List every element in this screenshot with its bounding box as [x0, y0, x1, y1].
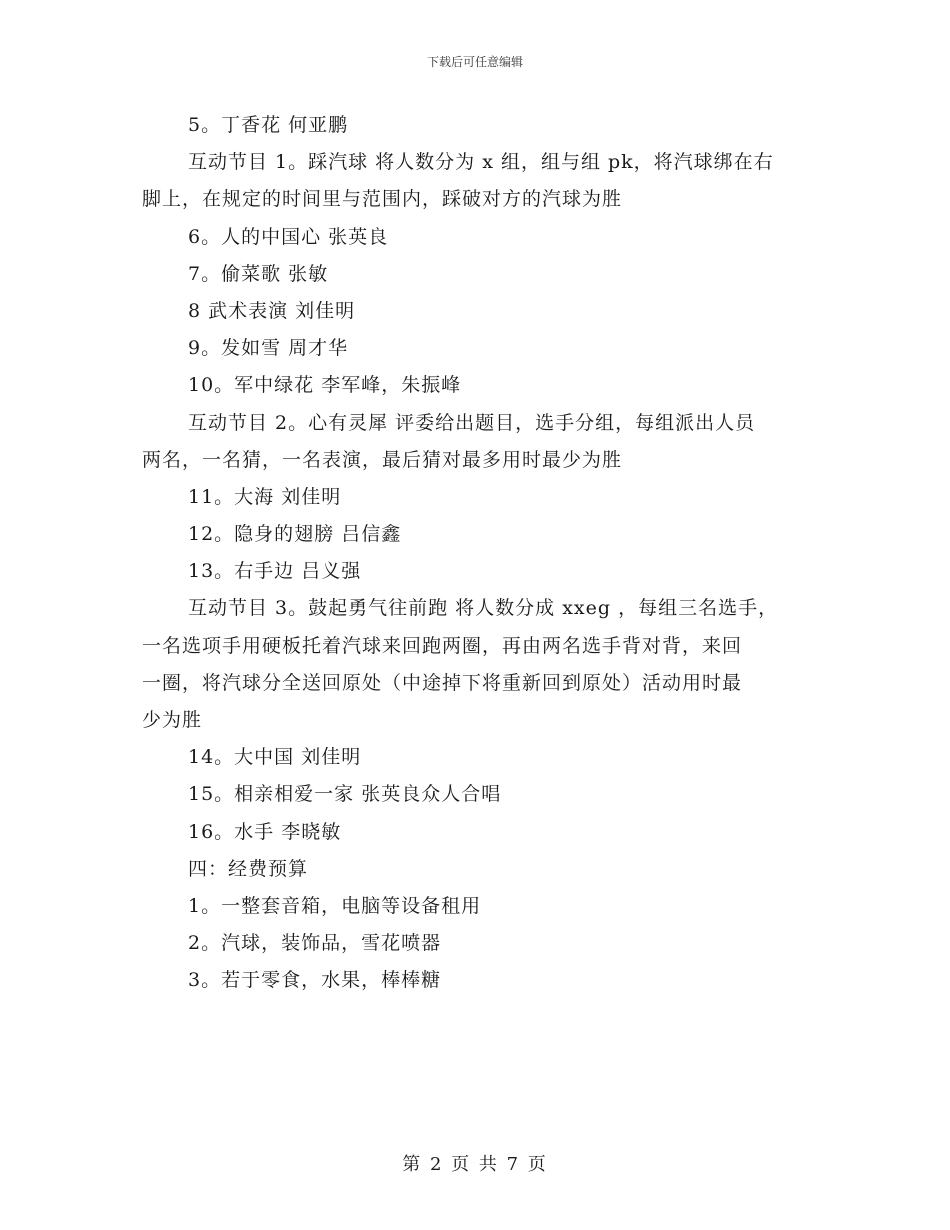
- text-line: 8 武术表演 刘佳明: [188, 299, 356, 322]
- document-body: [142, 107, 822, 1000]
- text-line: 10。军中绿花 李军峰，朱振峰: [188, 374, 462, 397]
- text-line: 14。大中国 刘佳明: [188, 746, 362, 769]
- text-line: 5。丁香花 何亚鹏: [188, 114, 349, 136]
- text-line: 1。一整套音箱，电脑等设备租用: [188, 894, 482, 917]
- page-number: 第 2 页 共 7 页: [402, 1154, 548, 1175]
- page-header: 下载后可任意编辑: [426, 55, 523, 69]
- text-line: 一名选项手用硬板托着汽球来回跑两圈，再由两名选手背对背，来回: [142, 634, 743, 657]
- text-line: 15。相亲相爱一家 张英良众人合唱: [188, 783, 502, 806]
- text-line: 7。偷菜歌 张敏: [188, 262, 329, 285]
- text-line: 16。水手 李晓敏: [188, 820, 342, 843]
- text-line: 2。汽球，装饰品，雪花喷器: [188, 932, 442, 955]
- text-line: 互动节目 1。踩汽球 将人数分为 x 组，组与组 pk，将汽球绑在右: [188, 151, 774, 174]
- text-line: 9。发如雪 周才华: [188, 337, 349, 360]
- text-line: 3。若于零食，水果，棒棒糖: [188, 969, 442, 992]
- text-line: 少为胜: [142, 709, 203, 731]
- text-line: 6。人的中国心 张英良: [188, 225, 389, 248]
- text-line: 两名，一名猜，一名表演，最后猜对最多用时最少为胜: [142, 448, 623, 471]
- section-heading: 四：经费预算: [188, 857, 309, 880]
- text-line: 11。大海 刘佳明: [188, 485, 342, 508]
- text-line: 一圈，将汽球分全送回原处（中途掉下将重新回到原处）活动用时最: [142, 671, 743, 694]
- text-line: 脚上，在规定的时间里与范围内，踩破对方的汽球为胜: [142, 188, 623, 211]
- text-line: 互动节目 2。心有灵犀 评委给出题目，选手分组，每组派出人员: [188, 411, 756, 434]
- text-line: 13。右手边 吕义强: [188, 560, 362, 583]
- text-line: 互动节目 3。鼓起勇气往前跑 将人数分成 xxeg ，每组三名选手，: [188, 597, 779, 620]
- text-line: 12。隐身的翅膀 吕信鑫: [188, 523, 402, 546]
